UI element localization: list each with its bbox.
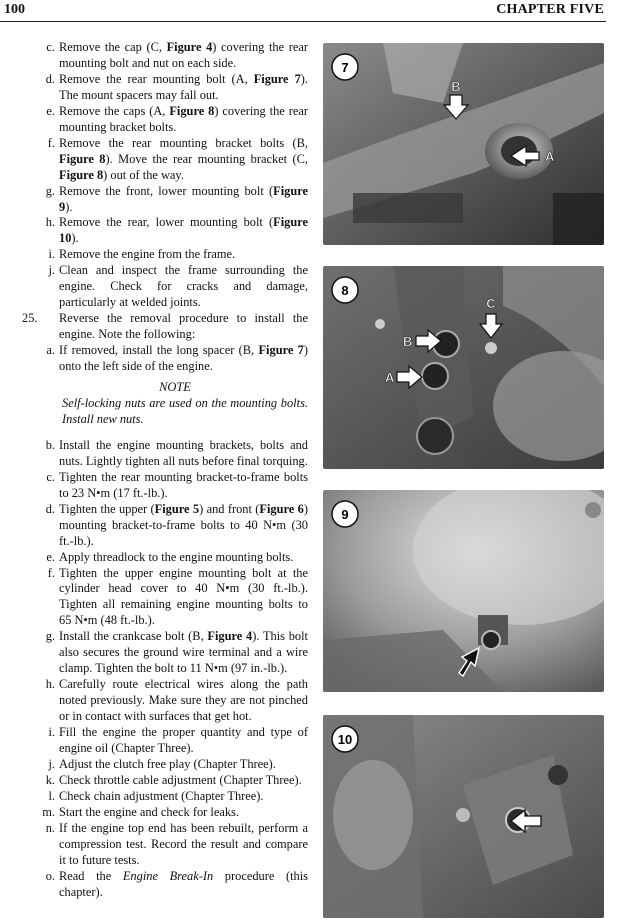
item-label: h. — [45, 215, 55, 230]
list-item — [22, 438, 308, 470]
item-text: Carefully route electrical wires along the path noted previously. Make sure they are not pinched or in contact with surfaces that get hot. — [59, 677, 308, 724]
item-text: ). — [65, 199, 73, 214]
item-text: Remove the rear mounting bolt (A, — [59, 71, 254, 86]
item-label: d. — [45, 71, 55, 86]
figure-reference: Figure 8 — [59, 167, 104, 182]
item-text: Install the engine mounting brackets, bolts and nuts. Lightly tighten all nuts before final torquing. — [59, 437, 308, 468]
item-text: Fill the engine the proper quantity and type of engine oil (Chapter Three). — [59, 725, 308, 755]
list-item — [22, 263, 308, 311]
step-text: Reverse the removal procedure to install the engine. Note the following: — [59, 311, 308, 342]
figure-7 — [323, 43, 604, 245]
figure-9 — [323, 490, 604, 692]
item-label: m. — [42, 804, 55, 819]
list-item — [22, 789, 308, 805]
list-item — [22, 502, 308, 550]
item-label: k. — [45, 772, 55, 787]
item-text: ). — [71, 231, 79, 246]
callout-label: B — [451, 79, 461, 94]
item-label: o. — [45, 868, 55, 883]
figure-reference: Figure 8 — [169, 103, 215, 118]
list-item — [22, 136, 308, 184]
item-text: Adjust the clutch free play (Chapter Three). — [59, 756, 276, 771]
text-column — [22, 40, 308, 901]
item-text: ) covering the rear mounting bracket bolts. — [59, 103, 308, 134]
list-item — [22, 72, 308, 104]
item-label: l. — [48, 788, 55, 803]
install-steps-list — [22, 438, 308, 901]
list-item — [22, 550, 308, 566]
figure-number: 9 — [341, 507, 349, 522]
item-text: ) covering the rear mounting bolt and nut on each side. — [59, 40, 308, 70]
item-text: If the engine top end has been rebuilt, perform a compression test. Record the result and compare it to future tests. — [59, 820, 308, 867]
callout-label: C — [486, 296, 496, 311]
item-label: f. — [47, 135, 55, 150]
item-text: Remove the rear, lower mounting bolt ( — [59, 215, 274, 230]
install-step-a — [22, 343, 308, 375]
item-text: Remove the engine from the frame. — [59, 247, 236, 262]
figure-reference: Figure 5 — [154, 501, 200, 516]
list-item — [22, 757, 308, 773]
item-text: ). This bolt also secures the ground wire terminal and a wire clamp. Tighten the bolt to 11 N•m (97 in.-lb.). — [59, 629, 308, 676]
figure-reference: Figure 9 — [59, 183, 308, 214]
list-item — [22, 773, 308, 789]
item-text: Tighten the upper ( — [59, 501, 155, 516]
item-text: Apply threadlock to the engine mounting bolts. — [59, 549, 294, 564]
item-text: procedure (this chapter). — [59, 868, 308, 899]
figure-number: 8 — [341, 283, 349, 298]
chapter-title: CHAPTER FIVE — [496, 2, 604, 17]
item-text: ) out of the way. — [103, 167, 184, 182]
callout-label: B — [403, 334, 413, 349]
item-text: Remove the caps (A, — [59, 103, 170, 118]
item-text: Start the engine and check for leaks. — [59, 804, 239, 819]
figure-reference: Figure 7 — [258, 343, 304, 358]
item-text: Remove the rear mounting bracket bolts (B, — [59, 135, 308, 150]
item-label: h. — [45, 677, 55, 692]
item-text: Remove the cap (C, — [59, 40, 167, 54]
page-number: 100 — [4, 2, 25, 17]
figure-reference: Figure 6 — [259, 501, 304, 516]
item-label: a. — [46, 343, 55, 358]
list-item — [22, 629, 308, 677]
figure-reference: Figure 4 — [207, 629, 253, 644]
list-item — [22, 470, 308, 502]
figure-8 — [323, 266, 604, 469]
list-item — [22, 215, 308, 247]
item-label: i. — [48, 247, 55, 262]
item-text: Check throttle cable adjustment (Chapter Three). — [59, 772, 302, 787]
item-text: Tighten the rear mounting bracket-to-frame bolts to 23 N•m (17 ft.-lb.). — [59, 469, 308, 500]
item-text: Check chain adjustment (Chapter Three). — [59, 788, 264, 803]
page-header — [0, 0, 626, 20]
step-label: 25. — [22, 311, 38, 326]
item-label: i. — [48, 725, 55, 740]
item-text: Clean and inspect the frame surrounding the engine. Check for cracks and damage, particularly at welded joints. — [59, 263, 308, 310]
list-item — [22, 184, 308, 216]
item-label: j. — [48, 263, 55, 278]
list-item — [22, 805, 308, 821]
list-item — [22, 566, 308, 630]
removal-steps-list — [22, 40, 308, 311]
item-text: Install the crankcase bolt (B, — [59, 629, 208, 644]
item-label: e. — [46, 103, 55, 118]
list-item — [22, 725, 308, 757]
step-25 — [22, 311, 308, 343]
list-item — [22, 104, 308, 136]
note-title: NOTE — [159, 380, 191, 395]
item-label: d. — [45, 501, 55, 516]
item-text: Read the — [59, 868, 123, 883]
callout-label: A — [385, 370, 395, 385]
list-item — [22, 821, 308, 869]
list-item — [22, 40, 308, 72]
item-text: ) and front ( — [199, 501, 260, 516]
item-label: e. — [46, 549, 55, 564]
note-body: Self-locking nuts are used on the mounting bolts. Install new nuts. — [62, 395, 308, 426]
header-rule — [0, 21, 606, 22]
procedure-reference: Engine Break-In — [122, 868, 214, 883]
item-label: g. — [45, 183, 55, 198]
item-text: If removed, install the long spacer (B, — [59, 343, 259, 358]
item-text: Tighten the upper engine mounting bolt at the cylinder head cover to 40 N•m (30 ft.-lb.). Tighten all remaining engine mounting bolts to 65 N•m (48 ft.-lb.). — [59, 565, 308, 628]
list-item — [22, 247, 308, 263]
item-text: ) onto the left side of the engine. — [59, 343, 309, 374]
item-label: c. — [46, 40, 55, 54]
figure-reference: Figure 10 — [59, 215, 308, 246]
figure-number: 10 — [337, 732, 353, 747]
item-text: Remove the front, lower mounting bolt ( — [59, 183, 274, 198]
figure-reference: Figure 8 — [59, 151, 106, 166]
callout-label: A — [545, 149, 555, 164]
figure-10 — [323, 715, 604, 918]
figure-reference: Figure 4 — [166, 40, 213, 54]
item-text: ) mounting bracket-to-frame bolts to 40 N•m (30 ft.-lb.). — [59, 501, 308, 548]
item-label: b. — [45, 437, 55, 452]
item-label: g. — [45, 629, 55, 644]
figure-reference: Figure 7 — [253, 71, 301, 86]
item-text: ). Move the rear mounting bracket (C, — [105, 151, 308, 166]
item-label: f. — [47, 565, 55, 580]
list-item — [22, 343, 308, 375]
figure-number: 7 — [341, 60, 349, 75]
item-label: c. — [46, 469, 55, 484]
list-item — [22, 677, 308, 725]
item-text: ). The mount spacers may fall out. — [59, 71, 308, 102]
item-label: j. — [48, 756, 55, 771]
list-item — [22, 869, 308, 901]
item-label: n. — [45, 820, 55, 835]
